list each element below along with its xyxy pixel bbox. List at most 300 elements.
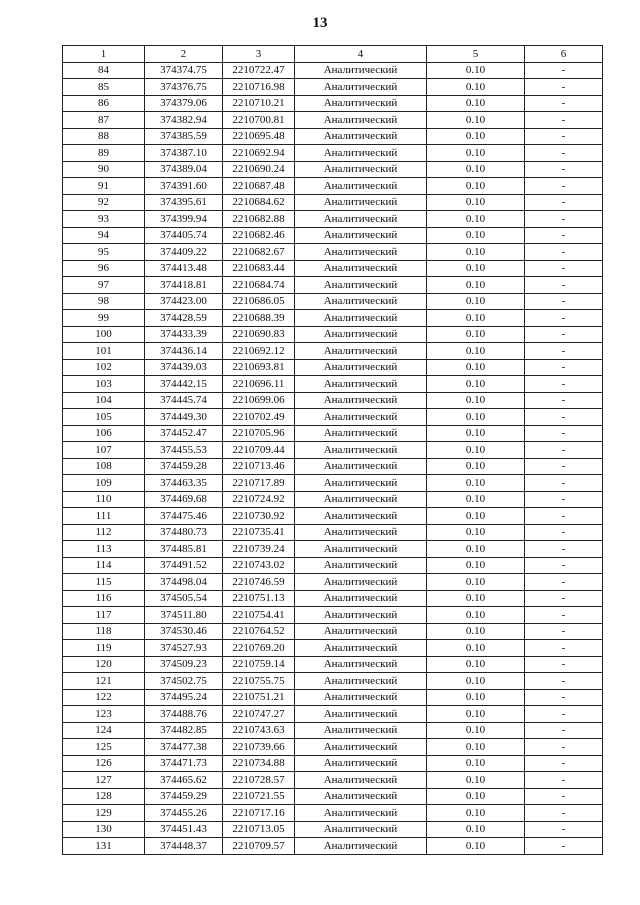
table-row xyxy=(63,640,603,657)
accuracy-cell: 0.10 xyxy=(427,194,525,211)
y-coordinate-cell: 2210751.13 xyxy=(223,590,295,607)
point-number-cell: 128 xyxy=(63,788,145,805)
method-cell: Аналитический xyxy=(295,343,427,360)
accuracy-cell: 0.10 xyxy=(427,359,525,376)
table-row xyxy=(63,326,603,343)
x-coordinate-cell: 374455.53 xyxy=(145,442,223,459)
x-coordinate-cell: 374379.06 xyxy=(145,95,223,112)
table-body xyxy=(63,62,603,854)
point-number-cell: 86 xyxy=(63,95,145,112)
point-number-cell: 124 xyxy=(63,722,145,739)
description-cell: - xyxy=(525,112,603,129)
point-number-cell: 107 xyxy=(63,442,145,459)
description-cell: - xyxy=(525,673,603,690)
x-coordinate-cell: 374530.46 xyxy=(145,623,223,640)
table-row xyxy=(63,689,603,706)
y-coordinate-cell: 2210695.48 xyxy=(223,128,295,145)
y-coordinate-cell: 2210683.44 xyxy=(223,260,295,277)
method-cell: Аналитический xyxy=(295,244,427,261)
description-cell: - xyxy=(525,227,603,244)
point-number-cell: 103 xyxy=(63,376,145,393)
table-row xyxy=(63,656,603,673)
y-coordinate-cell: 2210684.62 xyxy=(223,194,295,211)
accuracy-cell: 0.10 xyxy=(427,673,525,690)
description-cell: - xyxy=(525,706,603,723)
y-coordinate-cell: 2210690.24 xyxy=(223,161,295,178)
method-cell: Аналитический xyxy=(295,706,427,723)
method-cell: Аналитический xyxy=(295,574,427,591)
y-coordinate-cell: 2210754.41 xyxy=(223,607,295,624)
method-cell: Аналитический xyxy=(295,376,427,393)
table-row xyxy=(63,574,603,591)
description-cell: - xyxy=(525,326,603,343)
description-cell: - xyxy=(525,755,603,772)
description-cell: - xyxy=(525,656,603,673)
description-cell: - xyxy=(525,475,603,492)
x-coordinate-cell: 374448.37 xyxy=(145,838,223,855)
description-cell: - xyxy=(525,524,603,541)
method-cell: Аналитический xyxy=(295,194,427,211)
point-number-cell: 131 xyxy=(63,838,145,855)
header-cell-2: 2 xyxy=(145,46,223,63)
method-cell: Аналитический xyxy=(295,392,427,409)
accuracy-cell: 0.10 xyxy=(427,442,525,459)
point-number-cell: 98 xyxy=(63,293,145,310)
table-row xyxy=(63,227,603,244)
x-coordinate-cell: 374449.30 xyxy=(145,409,223,426)
point-number-cell: 114 xyxy=(63,557,145,574)
point-number-cell: 110 xyxy=(63,491,145,508)
point-number-cell: 90 xyxy=(63,161,145,178)
y-coordinate-cell: 2210769.20 xyxy=(223,640,295,657)
description-cell: - xyxy=(525,277,603,294)
table-row xyxy=(63,79,603,96)
y-coordinate-cell: 2210688.39 xyxy=(223,310,295,327)
table-row xyxy=(63,772,603,789)
table-row xyxy=(63,706,603,723)
table-row xyxy=(63,524,603,541)
description-cell: - xyxy=(525,293,603,310)
method-cell: Аналитический xyxy=(295,62,427,79)
table-row xyxy=(63,788,603,805)
accuracy-cell: 0.10 xyxy=(427,557,525,574)
x-coordinate-cell: 374405.74 xyxy=(145,227,223,244)
accuracy-cell: 0.10 xyxy=(427,805,525,822)
point-number-cell: 119 xyxy=(63,640,145,657)
x-coordinate-cell: 374509.23 xyxy=(145,656,223,673)
accuracy-cell: 0.10 xyxy=(427,524,525,541)
method-cell: Аналитический xyxy=(295,293,427,310)
description-cell: - xyxy=(525,194,603,211)
point-number-cell: 120 xyxy=(63,656,145,673)
table-row xyxy=(63,541,603,558)
table-row xyxy=(63,722,603,739)
y-coordinate-cell: 2210746.59 xyxy=(223,574,295,591)
x-coordinate-cell: 374452.47 xyxy=(145,425,223,442)
y-coordinate-cell: 2210751.21 xyxy=(223,689,295,706)
point-number-cell: 129 xyxy=(63,805,145,822)
accuracy-cell: 0.10 xyxy=(427,541,525,558)
y-coordinate-cell: 2210735.41 xyxy=(223,524,295,541)
description-cell: - xyxy=(525,392,603,409)
y-coordinate-cell: 2210730.92 xyxy=(223,508,295,525)
method-cell: Аналитический xyxy=(295,722,427,739)
table-row xyxy=(63,359,603,376)
y-coordinate-cell: 2210713.46 xyxy=(223,458,295,475)
description-cell: - xyxy=(525,458,603,475)
description-cell: - xyxy=(525,772,603,789)
page-number: 13 xyxy=(312,15,328,31)
table-row xyxy=(63,491,603,508)
table-row xyxy=(63,607,603,624)
y-coordinate-cell: 2210724.92 xyxy=(223,491,295,508)
y-coordinate-cell: 2210717.89 xyxy=(223,475,295,492)
method-cell: Аналитический xyxy=(295,211,427,228)
method-cell: Аналитический xyxy=(295,689,427,706)
header-cell-3: 3 xyxy=(223,46,295,63)
x-coordinate-cell: 374469.68 xyxy=(145,491,223,508)
method-cell: Аналитический xyxy=(295,640,427,657)
point-number-cell: 93 xyxy=(63,211,145,228)
x-coordinate-cell: 374505.54 xyxy=(145,590,223,607)
point-number-cell: 94 xyxy=(63,227,145,244)
x-coordinate-cell: 374409.22 xyxy=(145,244,223,261)
accuracy-cell: 0.10 xyxy=(427,739,525,756)
table-row xyxy=(63,194,603,211)
point-number-cell: 85 xyxy=(63,79,145,96)
accuracy-cell: 0.10 xyxy=(427,128,525,145)
header-cell-4: 4 xyxy=(295,46,427,63)
accuracy-cell: 0.10 xyxy=(427,475,525,492)
point-number-cell: 100 xyxy=(63,326,145,343)
accuracy-cell: 0.10 xyxy=(427,376,525,393)
point-number-cell: 88 xyxy=(63,128,145,145)
accuracy-cell: 0.10 xyxy=(427,706,525,723)
point-number-cell: 109 xyxy=(63,475,145,492)
y-coordinate-cell: 2210684.74 xyxy=(223,277,295,294)
method-cell: Аналитический xyxy=(295,772,427,789)
method-cell: Аналитический xyxy=(295,277,427,294)
method-cell: Аналитический xyxy=(295,409,427,426)
description-cell: - xyxy=(525,689,603,706)
y-coordinate-cell: 2210700.81 xyxy=(223,112,295,129)
point-number-cell: 113 xyxy=(63,541,145,558)
method-cell: Аналитический xyxy=(295,508,427,525)
description-cell: - xyxy=(525,541,603,558)
accuracy-cell: 0.10 xyxy=(427,211,525,228)
method-cell: Аналитический xyxy=(295,656,427,673)
description-cell: - xyxy=(525,805,603,822)
x-coordinate-cell: 374459.28 xyxy=(145,458,223,475)
point-number-cell: 118 xyxy=(63,623,145,640)
description-cell: - xyxy=(525,838,603,855)
accuracy-cell: 0.10 xyxy=(427,310,525,327)
description-cell: - xyxy=(525,95,603,112)
point-number-cell: 108 xyxy=(63,458,145,475)
x-coordinate-cell: 374485.81 xyxy=(145,541,223,558)
table-row xyxy=(63,623,603,640)
x-coordinate-cell: 374498.04 xyxy=(145,574,223,591)
header-row xyxy=(63,46,603,63)
description-cell: - xyxy=(525,788,603,805)
point-number-cell: 89 xyxy=(63,145,145,162)
header-cell-6: 6 xyxy=(525,46,603,63)
accuracy-cell: 0.10 xyxy=(427,62,525,79)
description-cell: - xyxy=(525,244,603,261)
table-row xyxy=(63,821,603,838)
point-number-cell: 127 xyxy=(63,772,145,789)
x-coordinate-cell: 374391.60 xyxy=(145,178,223,195)
method-cell: Аналитический xyxy=(295,541,427,558)
accuracy-cell: 0.10 xyxy=(427,640,525,657)
x-coordinate-cell: 374374.75 xyxy=(145,62,223,79)
point-number-cell: 106 xyxy=(63,425,145,442)
description-cell: - xyxy=(525,508,603,525)
accuracy-cell: 0.10 xyxy=(427,161,525,178)
method-cell: Аналитический xyxy=(295,145,427,162)
table-row xyxy=(63,128,603,145)
y-coordinate-cell: 2210728.57 xyxy=(223,772,295,789)
table-row xyxy=(63,392,603,409)
y-coordinate-cell: 2210759.14 xyxy=(223,656,295,673)
x-coordinate-cell: 374399.94 xyxy=(145,211,223,228)
method-cell: Аналитический xyxy=(295,805,427,822)
table-row xyxy=(63,805,603,822)
y-coordinate-cell: 2210713.05 xyxy=(223,821,295,838)
accuracy-cell: 0.10 xyxy=(427,788,525,805)
y-coordinate-cell: 2210686.05 xyxy=(223,293,295,310)
method-cell: Аналитический xyxy=(295,227,427,244)
table-row xyxy=(63,310,603,327)
y-coordinate-cell: 2210693.81 xyxy=(223,359,295,376)
table-header xyxy=(63,46,603,63)
y-coordinate-cell: 2210743.02 xyxy=(223,557,295,574)
point-number-cell: 91 xyxy=(63,178,145,195)
x-coordinate-cell: 374376.75 xyxy=(145,79,223,96)
y-coordinate-cell: 2210716.98 xyxy=(223,79,295,96)
point-number-cell: 99 xyxy=(63,310,145,327)
method-cell: Аналитический xyxy=(295,178,427,195)
y-coordinate-cell: 2210709.44 xyxy=(223,442,295,459)
x-coordinate-cell: 374439.03 xyxy=(145,359,223,376)
y-coordinate-cell: 2210710.21 xyxy=(223,95,295,112)
accuracy-cell: 0.10 xyxy=(427,772,525,789)
accuracy-cell: 0.10 xyxy=(427,491,525,508)
coordinates-table xyxy=(62,45,603,855)
description-cell: - xyxy=(525,359,603,376)
table-row xyxy=(63,442,603,459)
description-cell: - xyxy=(525,260,603,277)
point-number-cell: 95 xyxy=(63,244,145,261)
table-row xyxy=(63,62,603,79)
x-coordinate-cell: 374451.43 xyxy=(145,821,223,838)
description-cell: - xyxy=(525,425,603,442)
point-number-cell: 126 xyxy=(63,755,145,772)
method-cell: Аналитический xyxy=(295,326,427,343)
method-cell: Аналитический xyxy=(295,821,427,838)
y-coordinate-cell: 2210709.57 xyxy=(223,838,295,855)
method-cell: Аналитический xyxy=(295,739,427,756)
method-cell: Аналитический xyxy=(295,623,427,640)
x-coordinate-cell: 374413.48 xyxy=(145,260,223,277)
description-cell: - xyxy=(525,607,603,624)
point-number-cell: 97 xyxy=(63,277,145,294)
x-coordinate-cell: 374463.35 xyxy=(145,475,223,492)
description-cell: - xyxy=(525,722,603,739)
method-cell: Аналитический xyxy=(295,128,427,145)
x-coordinate-cell: 374527.93 xyxy=(145,640,223,657)
x-coordinate-cell: 374480.73 xyxy=(145,524,223,541)
x-coordinate-cell: 374382.94 xyxy=(145,112,223,129)
point-number-cell: 116 xyxy=(63,590,145,607)
description-cell: - xyxy=(525,343,603,360)
x-coordinate-cell: 374475.46 xyxy=(145,508,223,525)
description-cell: - xyxy=(525,161,603,178)
table-row xyxy=(63,838,603,855)
table-row xyxy=(63,475,603,492)
point-number-cell: 101 xyxy=(63,343,145,360)
header-cell-1: 1 xyxy=(63,46,145,63)
point-number-cell: 117 xyxy=(63,607,145,624)
table-row xyxy=(63,673,603,690)
y-coordinate-cell: 2210692.94 xyxy=(223,145,295,162)
y-coordinate-cell: 2210687.48 xyxy=(223,178,295,195)
point-number-cell: 92 xyxy=(63,194,145,211)
accuracy-cell: 0.10 xyxy=(427,458,525,475)
method-cell: Аналитический xyxy=(295,590,427,607)
accuracy-cell: 0.10 xyxy=(427,722,525,739)
method-cell: Аналитический xyxy=(295,310,427,327)
y-coordinate-cell: 2210743.63 xyxy=(223,722,295,739)
table-row xyxy=(63,376,603,393)
point-number-cell: 112 xyxy=(63,524,145,541)
point-number-cell: 121 xyxy=(63,673,145,690)
y-coordinate-cell: 2210692.12 xyxy=(223,343,295,360)
y-coordinate-cell: 2210747.27 xyxy=(223,706,295,723)
y-coordinate-cell: 2210722.47 xyxy=(223,62,295,79)
accuracy-cell: 0.10 xyxy=(427,425,525,442)
description-cell: - xyxy=(525,310,603,327)
description-cell: - xyxy=(525,79,603,96)
table-row xyxy=(63,343,603,360)
method-cell: Аналитический xyxy=(295,95,427,112)
method-cell: Аналитический xyxy=(295,524,427,541)
description-cell: - xyxy=(525,574,603,591)
description-cell: - xyxy=(525,491,603,508)
method-cell: Аналитический xyxy=(295,838,427,855)
table-row xyxy=(63,293,603,310)
table-row xyxy=(63,409,603,426)
x-coordinate-cell: 374465.62 xyxy=(145,772,223,789)
accuracy-cell: 0.10 xyxy=(427,508,525,525)
x-coordinate-cell: 374459.29 xyxy=(145,788,223,805)
y-coordinate-cell: 2210739.66 xyxy=(223,739,295,756)
x-coordinate-cell: 374395.61 xyxy=(145,194,223,211)
table-row xyxy=(63,590,603,607)
x-coordinate-cell: 374442.15 xyxy=(145,376,223,393)
y-coordinate-cell: 2210702.49 xyxy=(223,409,295,426)
accuracy-cell: 0.10 xyxy=(427,112,525,129)
x-coordinate-cell: 374436.14 xyxy=(145,343,223,360)
method-cell: Аналитический xyxy=(295,491,427,508)
table-row xyxy=(63,145,603,162)
description-cell: - xyxy=(525,590,603,607)
accuracy-cell: 0.10 xyxy=(427,79,525,96)
y-coordinate-cell: 2210682.67 xyxy=(223,244,295,261)
accuracy-cell: 0.10 xyxy=(427,590,525,607)
method-cell: Аналитический xyxy=(295,788,427,805)
accuracy-cell: 0.10 xyxy=(427,277,525,294)
method-cell: Аналитический xyxy=(295,79,427,96)
y-coordinate-cell: 2210721.55 xyxy=(223,788,295,805)
point-number-cell: 122 xyxy=(63,689,145,706)
x-coordinate-cell: 374491.52 xyxy=(145,557,223,574)
description-cell: - xyxy=(525,739,603,756)
accuracy-cell: 0.10 xyxy=(427,145,525,162)
table-row xyxy=(63,508,603,525)
method-cell: Аналитический xyxy=(295,359,427,376)
description-cell: - xyxy=(525,376,603,393)
table-row xyxy=(63,557,603,574)
x-coordinate-cell: 374385.59 xyxy=(145,128,223,145)
x-coordinate-cell: 374433.39 xyxy=(145,326,223,343)
accuracy-cell: 0.10 xyxy=(427,838,525,855)
accuracy-cell: 0.10 xyxy=(427,178,525,195)
accuracy-cell: 0.10 xyxy=(427,755,525,772)
description-cell: - xyxy=(525,623,603,640)
x-coordinate-cell: 374488.76 xyxy=(145,706,223,723)
accuracy-cell: 0.10 xyxy=(427,409,525,426)
accuracy-cell: 0.10 xyxy=(427,326,525,343)
point-number-cell: 115 xyxy=(63,574,145,591)
accuracy-cell: 0.10 xyxy=(427,260,525,277)
description-cell: - xyxy=(525,557,603,574)
table-row xyxy=(63,260,603,277)
accuracy-cell: 0.10 xyxy=(427,623,525,640)
accuracy-cell: 0.10 xyxy=(427,244,525,261)
description-cell: - xyxy=(525,128,603,145)
description-cell: - xyxy=(525,211,603,228)
x-coordinate-cell: 374423.00 xyxy=(145,293,223,310)
table-row xyxy=(63,95,603,112)
point-number-cell: 87 xyxy=(63,112,145,129)
accuracy-cell: 0.10 xyxy=(427,656,525,673)
x-coordinate-cell: 374389.04 xyxy=(145,161,223,178)
x-coordinate-cell: 374511.80 xyxy=(145,607,223,624)
y-coordinate-cell: 2210739.24 xyxy=(223,541,295,558)
x-coordinate-cell: 374445.74 xyxy=(145,392,223,409)
x-coordinate-cell: 374471.73 xyxy=(145,755,223,772)
x-coordinate-cell: 374428.59 xyxy=(145,310,223,327)
method-cell: Аналитический xyxy=(295,607,427,624)
point-number-cell: 84 xyxy=(63,62,145,79)
accuracy-cell: 0.10 xyxy=(427,293,525,310)
method-cell: Аналитический xyxy=(295,673,427,690)
method-cell: Аналитический xyxy=(295,475,427,492)
description-cell: - xyxy=(525,62,603,79)
accuracy-cell: 0.10 xyxy=(427,392,525,409)
table-row xyxy=(63,458,603,475)
point-number-cell: 96 xyxy=(63,260,145,277)
x-coordinate-cell: 374502.75 xyxy=(145,673,223,690)
y-coordinate-cell: 2210717.16 xyxy=(223,805,295,822)
point-number-cell: 104 xyxy=(63,392,145,409)
description-cell: - xyxy=(525,178,603,195)
table-row xyxy=(63,161,603,178)
point-number-cell: 125 xyxy=(63,739,145,756)
accuracy-cell: 0.10 xyxy=(427,227,525,244)
table-row xyxy=(63,739,603,756)
